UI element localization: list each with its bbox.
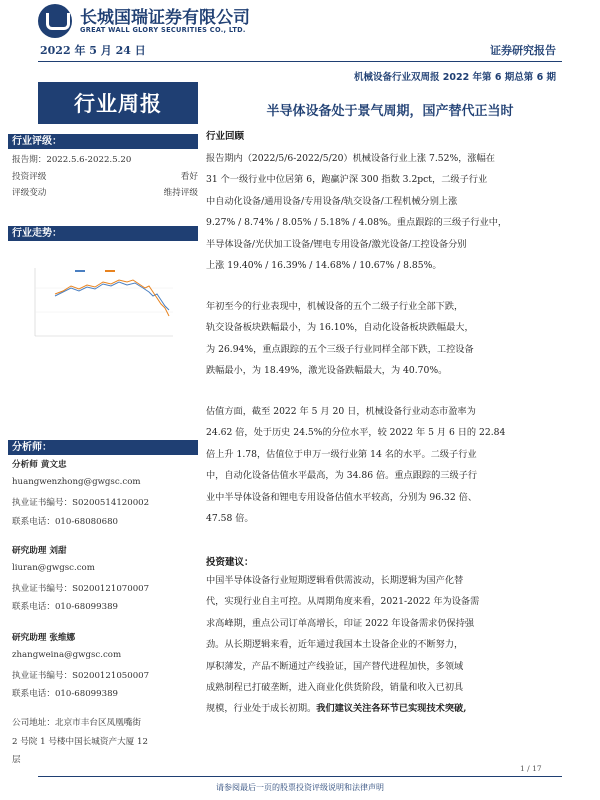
- company-address-line-1: 公司地址：北京市丰台区凤凰嘴街: [12, 718, 141, 728]
- report-type: 证券研究报告: [490, 44, 556, 57]
- company-name-cn: 长城国瑞证券有限公司: [80, 8, 250, 28]
- valuation-line: 24.62 倍，处于历史 24.5%的分位水平，较 2022 年 5 月 6 日的 22.84: [206, 427, 506, 439]
- valuation-paragraph: [206, 401, 556, 529]
- page-number: 1 / 17: [520, 764, 542, 773]
- analyst-1-cert: 执业证书编号：S0200514120002: [12, 498, 150, 508]
- valuation-line: 47.58 倍。: [206, 513, 254, 525]
- advice-line: 成熟制程已打破垄断，进入商业化供货阶段，销量和收入已初具: [206, 682, 464, 694]
- company-address-line-3: 层: [12, 755, 21, 765]
- analyst-2-email[interactable]: liuran@gwgsc.com: [12, 563, 95, 573]
- ytd-line: 轨交设备板块跌幅最小，为 16.10%，自动化设备板块跌幅最大，: [206, 322, 474, 334]
- report-headline: 半导体设备处于景气周期，国产替代正当时: [266, 104, 514, 119]
- rating-label: 投资评级: [12, 172, 47, 182]
- analyst-3-email[interactable]: zhangweina@gwgsc.com: [12, 650, 122, 660]
- analyst-1-name: 分析师 黄文忠: [12, 460, 67, 470]
- review-line: 31 个一级行业中位居第 6，跑赢沪深 300 指数 3.2pct，二级子行业: [206, 174, 488, 186]
- analyst-2-phone: 联系电话：010-68099389: [12, 602, 119, 612]
- advice-line: 劲。从长期逻辑来看，近年通过我国本土设备企业的不断努力，: [206, 639, 464, 651]
- advice-line: 代，实现行业自主可控。从周期角度来看，2021-2022 年为设备需: [206, 596, 480, 608]
- valuation-line: 倍上升 1.78，估值位于申万一级行业第 14 名的水平。二级子行业: [206, 448, 477, 460]
- analyst-2-name: 研究助理 刘甜: [12, 546, 67, 556]
- advice-line: 厚积薄发，产品不断通过产线验证，国产替代进程加快，多领域: [206, 660, 464, 672]
- ytd-paragraph: [206, 296, 556, 382]
- industry-trend-chart: [15, 258, 175, 340]
- ytd-line: 为 26.94%，重点跟踪的五个三级子行业同样全部下跌，工控设备: [206, 343, 474, 355]
- valuation-line: 业中半导体设备和锂电专用设备估值水平较高，分别为 96.32 倍、: [206, 491, 478, 503]
- review-section-title: 行业回顾: [206, 131, 245, 142]
- report-date: 2022 年 5 月 24 日: [40, 44, 146, 57]
- analyst-section-header: 分析师：: [8, 440, 198, 455]
- ytd-line: 年初至今的行业表现中，机械设备的五个二级子行业全部下跌，: [206, 301, 464, 312]
- footer-disclaimer[interactable]: 请参阅最后一页的股票投资评级说明和法律声明: [216, 783, 384, 792]
- report-category-banner: 行业周报: [38, 82, 198, 124]
- rating-change-label: 评级变动: [12, 188, 47, 198]
- advice-line: 中国半导体设备行业短期逻辑看供需波动，长期逻辑为国产化替: [206, 575, 464, 586]
- report-period: 报告期：2022.5.6-2022.5.20: [12, 155, 132, 165]
- rating-section-header: 行业评级：: [8, 134, 198, 149]
- analyst-1-email[interactable]: huangwenzhong@gwgsc.com: [12, 477, 141, 487]
- advice-last-plain: 规模，行业处于成长初期。: [206, 703, 317, 715]
- advice-last-emphasis: 我们建议关注各环节已实现技术突破,: [316, 703, 467, 715]
- advice-paragraph: [206, 570, 556, 720]
- report-series: 机械设备行业双周报 2022 年第 6 期总第 6 期: [353, 72, 556, 83]
- header-divider: [38, 61, 562, 62]
- analyst-3-name: 研究助理 张维娜: [12, 633, 76, 643]
- trend-section-header: 行业走势：: [8, 226, 198, 241]
- footer-divider: [38, 776, 562, 777]
- review-line: 中自动化设备/通用设备/专用设备/轨交设备/工程机械分别上涨: [206, 195, 458, 207]
- review-line: 报告期内（2022/5/6-2022/5/20）机械设备行业上涨 7.52%，涨幅在: [206, 153, 495, 164]
- company-name-en: GREAT WALL GLORY SECURITIES CO., LTD.: [80, 26, 246, 34]
- review-paragraph: [206, 148, 556, 276]
- analyst-3-phone: 联系电话：010-68099389: [12, 689, 119, 699]
- advice-line: 求高峰期，重点公司订单高增长，印证 2022 年设备需求仍保持强: [206, 617, 475, 629]
- review-line: 上涨 19.40% / 16.39% / 14.68% / 10.67% / 8.85%。: [206, 260, 442, 272]
- company-address-line-2: 2 号院 1 号楼中国长城资产大厦 12: [12, 737, 148, 747]
- valuation-line: 估值方面，截至 2022 年 5 月 20 日，机械设备行业动态市盈率为: [206, 406, 476, 417]
- review-line: 半导体设备/光伏加工设备/锂电专用设备/激光设备/工控设备分别: [206, 238, 467, 250]
- company-logo-icon: [38, 4, 72, 38]
- ytd-line: 跌幅最小，为 18.49%，激光设备跌幅最大，为 40.70%。: [206, 365, 448, 377]
- advice-line-last: [206, 698, 556, 719]
- analyst-2-cert: 执业证书编号：S0200121070007: [12, 584, 150, 594]
- advice-section-title: 投资建议：: [206, 557, 254, 568]
- analyst-1-phone: 联系电话：010-68080680: [12, 517, 119, 527]
- review-line: 9.27% / 8.74% / 8.05% / 5.18% / 4.08%。重点跟踪的三级子行业中，: [206, 217, 508, 229]
- rating-value: 看好: [180, 172, 198, 182]
- analyst-3-cert: 执业证书编号：S0200121050007: [12, 671, 150, 681]
- rating-change-value: 维持评级: [163, 188, 198, 198]
- valuation-line: 中，自动化设备估值水平最高，为 34.86 倍。重点跟踪的三级子行: [206, 470, 478, 482]
